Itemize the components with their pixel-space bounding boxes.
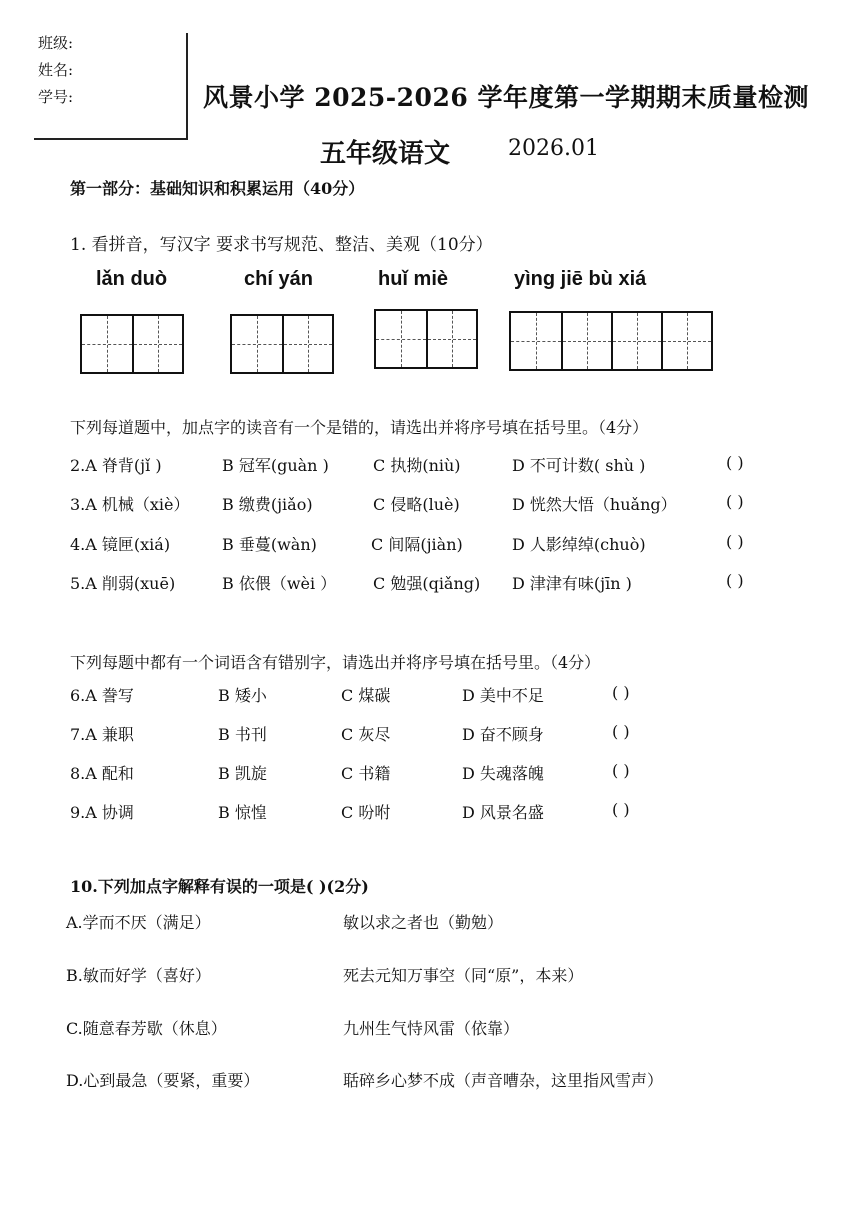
pron-q2-d: D 不可计数( shù ) [512,456,646,475]
answer-bracket[interactable]: ( ) [726,532,744,551]
pron-q2-a: 2.A 脊背(jǐ ) [70,456,162,475]
writing-grid-1[interactable] [80,314,184,374]
info-frame-horizontal [34,138,188,140]
writing-grid-4[interactable] [509,311,713,371]
typo-q9-a: 9.A 协调 [70,803,134,822]
class-label: 班级: [38,34,74,52]
q1-prompt: 1. 看拼音，写汉字 要求书写规范、整洁、美观（10分） [70,235,493,255]
q10-option-d-right: 聒碎乡心梦不成（声音嘈杂，这里指风雪声） [343,1071,664,1090]
grid-cell[interactable] [132,316,182,372]
writing-grid-3[interactable] [374,309,478,369]
answer-bracket[interactable]: ( ) [612,761,630,780]
q10-option-c-left: C.随意春芳歇（休息） [66,1019,227,1038]
exam-subject: 五年级语文 [320,139,451,169]
q10-prompt: 10.下列加点字解释有误的一项是( )(2分) [70,877,369,896]
pron-q2-c: C 执拗(niù) [373,456,461,475]
pinyin-1: lǎn duò [96,268,168,290]
grid-cell[interactable] [661,313,711,369]
typo-q8-a: 8.A 配和 [70,764,134,783]
grid-cell[interactable] [426,311,476,367]
pron-q5-a: 5.A 削弱(xuē) [70,574,176,593]
student-info [38,30,73,111]
q10-option-c-right: 九州生气恃风雷（依靠） [343,1019,520,1038]
typo-q7-d: D 奋不顾身 [462,725,544,744]
typo-q9-d: D 风景名盛 [462,803,544,822]
typo-q8-c: C 书籍 [341,764,391,783]
pron-q3-c: C 侵略(luè) [373,495,460,514]
typo-q7-c: C 灰尽 [341,725,391,744]
info-frame-vertical [186,33,188,139]
typo-instruction: 下列每题中都有一个词语含有错别字，请选出并将序号填在括号里。（4分） [70,653,601,672]
pinyin-4: yìng jiē bù xiá [514,268,647,290]
answer-bracket[interactable]: ( ) [612,722,630,741]
grid-cell[interactable] [611,313,661,369]
typo-q6-d: D 美中不足 [462,686,544,705]
pinyin-2: chí yán [244,268,313,290]
pron-q5-d: D 津津有味(jīn ) [512,574,632,593]
pron-q3-b: B 缴费(jiǎo) [222,495,313,514]
q10-option-b-left: B.敏而好学（喜好） [66,966,211,985]
answer-bracket[interactable]: ( ) [726,571,744,590]
q10-option-d-left: D.心到最急（要紧，重要） [66,1071,260,1090]
writing-grid-2[interactable] [230,314,334,374]
pron-q4-b: B 垂蔓(wàn) [222,535,317,554]
pinyin-3: huǐ miè [378,268,449,290]
pron-q4-c: C 间隔(jiàn) [371,535,463,554]
grid-cell[interactable] [561,313,611,369]
pron-q3-d: D 恍然大悟（huǎng） [512,495,677,514]
answer-bracket[interactable]: ( ) [726,492,744,511]
typo-q7-b: B 书刊 [218,725,267,744]
typo-q8-d: D 失魂落魄 [462,764,544,783]
q10-option-b-right: 死去元知万事空（同“原”，本来） [343,966,584,985]
name-label: 姓名: [38,61,74,79]
grid-cell[interactable] [282,316,332,372]
answer-bracket[interactable]: ( ) [612,800,630,819]
grid-cell[interactable] [82,316,132,372]
typo-q7-a: 7.A 兼职 [70,725,134,744]
pron-q2-b: B 冠军(guàn ) [222,456,329,475]
typo-q6-c: C 煤碳 [341,686,391,705]
typo-q9-b: B 惊惶 [218,803,267,822]
exam-date: 2026.01 [508,136,599,161]
typo-q9-c: C 吩咐 [341,803,391,822]
typo-q6-b: B 矮小 [218,686,267,705]
typo-q8-b: B 凯旋 [218,764,267,783]
grid-cell[interactable] [511,313,561,369]
pron-q5-c: C 勉强(qiǎng) [373,574,481,593]
q10-option-a-left: A.学而不厌（满足） [66,913,211,932]
answer-bracket[interactable]: ( ) [612,683,630,702]
pron-q4-a: 4.A 镜匣(xiá) [70,535,171,554]
typo-q6-a: 6.A 誊写 [70,686,134,705]
part1-heading: 第一部分：基础知识和积累运用（40分） [70,179,365,198]
student-id-label: 学号: [38,88,74,106]
pronunciation-instruction: 下列每道题中，加点字的读音有一个是错的，请选出并将序号填在括号里。（4分） [70,418,649,437]
pron-q5-b: B 依偎（wèi ） [222,574,337,593]
pron-q4-d: D 人影绰绰(chuò) [512,535,646,554]
exam-title: 风景小学 2025-2026 学年度第一学期期末质量检测 [203,83,809,112]
grid-cell[interactable] [376,311,426,367]
answer-bracket[interactable]: ( ) [726,453,744,472]
pron-q3-a: 3.A 机械（xiè） [70,495,190,514]
q10-option-a-right: 敏以求之者也（勤勉） [343,913,504,932]
grid-cell[interactable] [232,316,282,372]
